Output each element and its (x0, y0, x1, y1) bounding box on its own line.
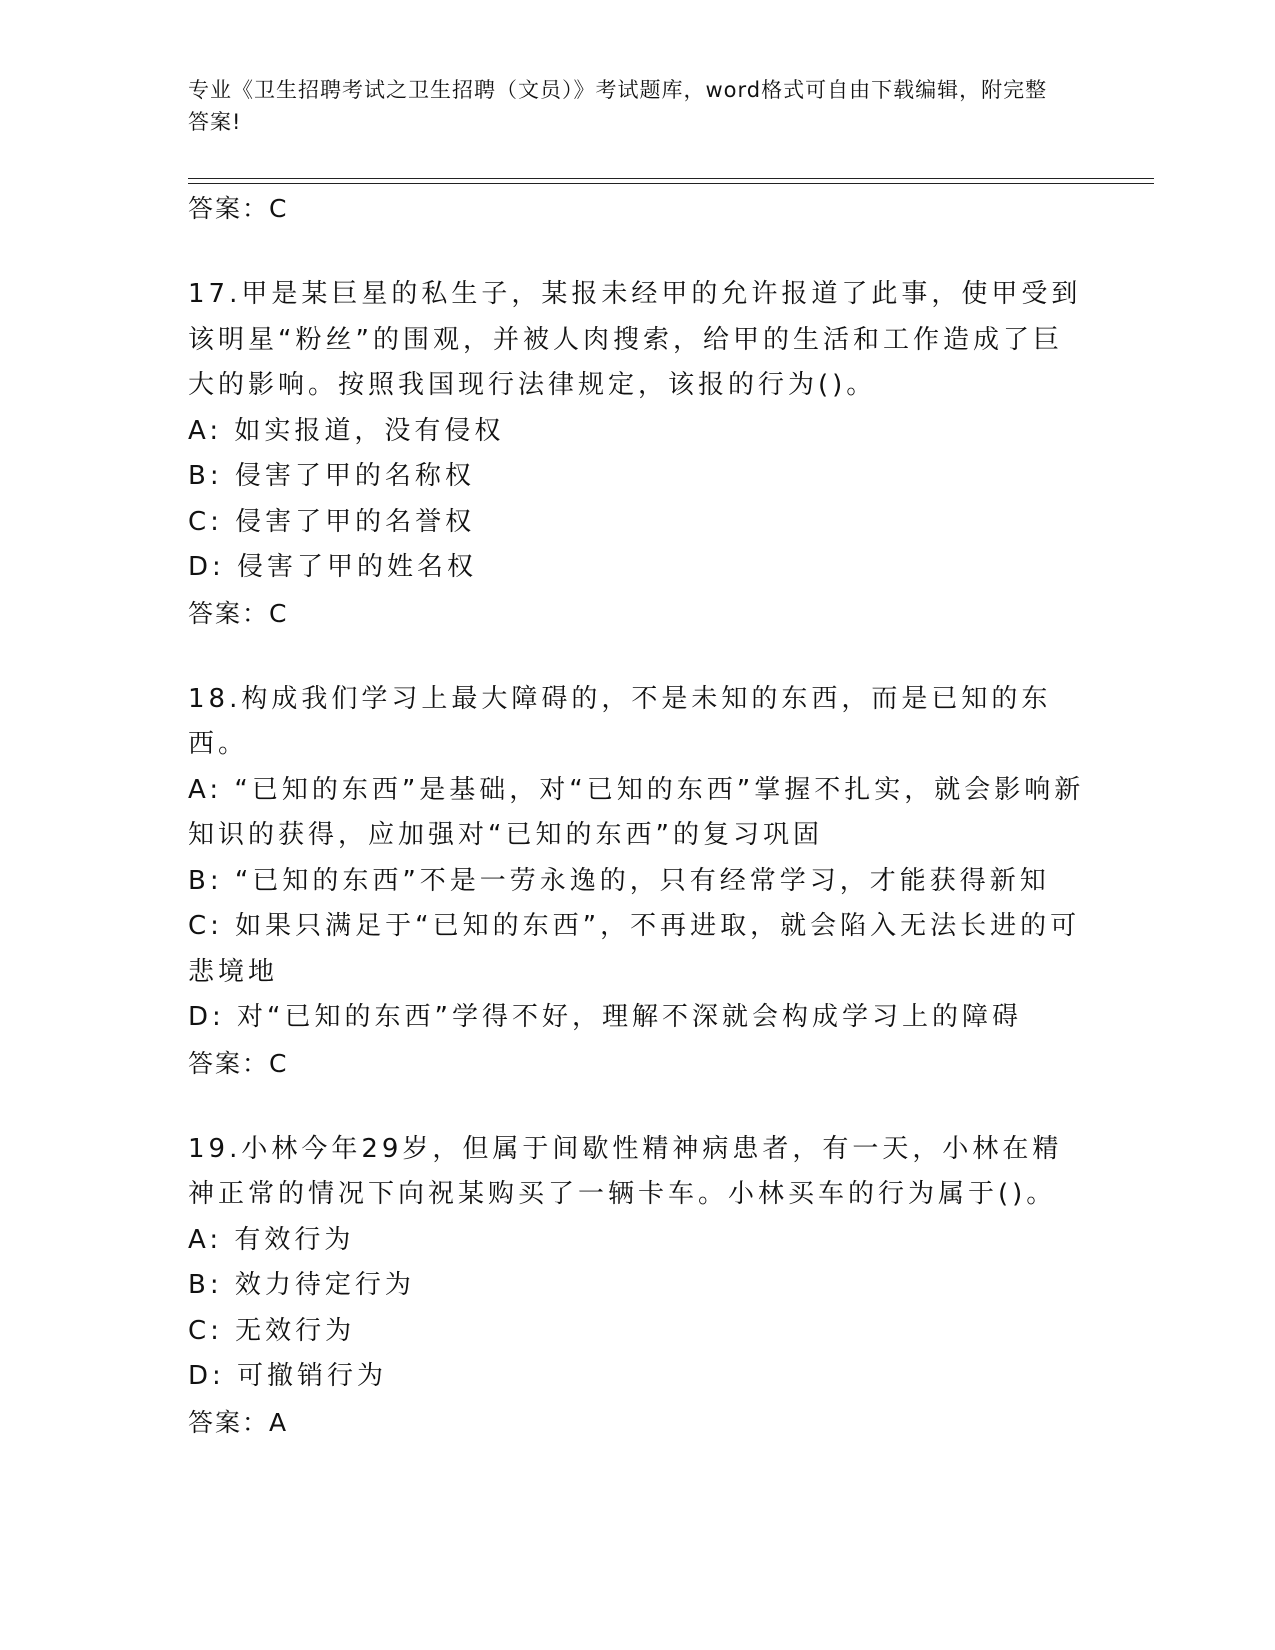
document-header (188, 74, 1068, 138)
option-c: C: 侵害了甲的名誉权 (188, 506, 476, 537)
option-a: A: 如实报道，没有侵权 (188, 415, 505, 446)
option-d: D: 对“已知的东西”学得不好，理解不深就会构成学习上的障碍 (188, 1002, 1022, 1032)
header-rule-bottom (188, 183, 1154, 184)
option-b: B: 效力待定行为 (188, 1270, 415, 1300)
answer-line: 答案：C (188, 1048, 289, 1078)
option-d: D: 侵害了甲的姓名权 (188, 552, 478, 582)
answer-line: 答案：C (188, 194, 289, 223)
header-text: 专业《卫生招聘考试之卫生招聘（文员）》考试题库，word格式可自由下载编辑，附完整答案! (188, 78, 1048, 134)
option-c: C: 无效行为 (188, 1315, 356, 1346)
option-b: B: 侵害了甲的名称权 (188, 461, 475, 491)
question-text: 19.小林今年29岁，但属于间歇性精神病患者，有一天，小林在精神正常的情况下向祝某购买了一辆卡车。小林买车的行为属于()。 (188, 1133, 1063, 1209)
option-d: D: 可撤销行为 (188, 1361, 388, 1391)
option-b: B: “已知的东西”不是一劳永逸的，只有经常学习，才能获得新知 (188, 865, 1050, 896)
question-19 (188, 1127, 1088, 1446)
answer-line: 答案：A (188, 1407, 289, 1437)
option-c: C: 如果只满足于“已知的东西”，不再进取，就会陷入无法长进的可悲境地 (188, 911, 1081, 987)
question-text: 17.甲是某巨星的私生子，某报未经甲的允许报道了此事，使甲受到该明星“粉丝”的围观，并被人肉搜索，给甲的生活和工作造成了巨大的影响。按照我国现行法律规定，该报的行为()。 (188, 279, 1082, 400)
question-18 (188, 677, 1088, 1087)
option-a: A: 有效行为 (188, 1224, 355, 1255)
header-rule-top (188, 178, 1154, 179)
answer-line: 答案：C (188, 598, 289, 628)
question-text: 18.构成我们学习上最大障碍的，不是未知的东西，而是已知的东西。 (188, 683, 1052, 759)
option-a: A: “已知的东西”是基础，对“已知的东西”掌握不扎实，就会影响新知识的获得，应加强对“已知的东西”的复习巩固 (188, 774, 1085, 850)
question-17 (188, 272, 1088, 637)
document-body (188, 186, 1088, 1446)
